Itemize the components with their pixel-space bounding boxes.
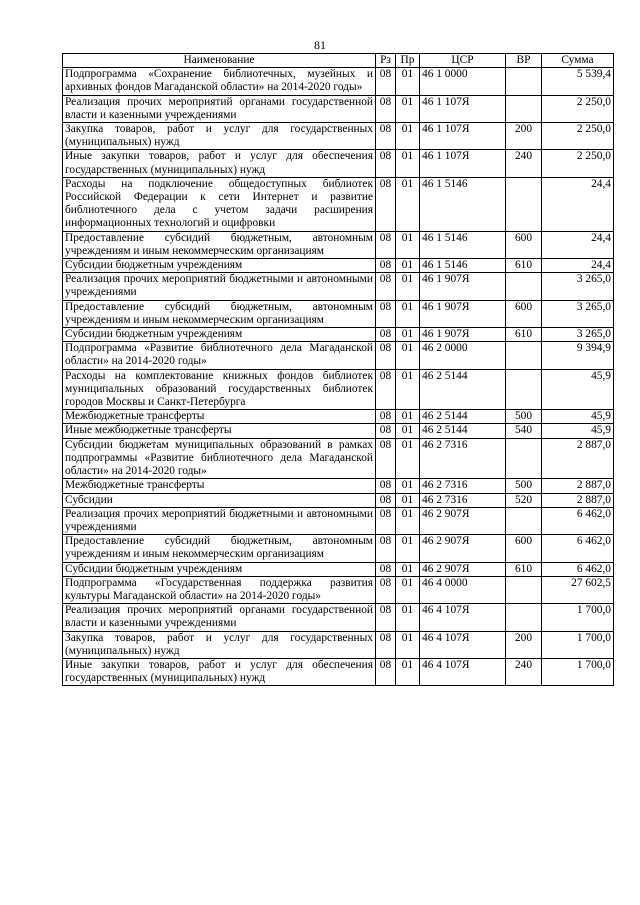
table-row [63,631,614,658]
table-row [63,300,614,327]
cell-rz: 08 [376,424,396,438]
cell-vr: 500 [506,479,542,493]
cell-pr: 01 [396,342,420,369]
cell-vr [506,342,542,369]
cell-sum: 24,4 [542,177,614,231]
table-row [63,424,614,438]
cell-pr: 01 [396,273,420,300]
cell-rz: 08 [376,259,396,273]
cell-csr: 46 1 5146 [420,259,506,273]
cell-pr: 01 [396,150,420,177]
table-row [63,123,614,150]
cell-pr: 01 [396,177,420,231]
cell-name: Подпрограмма «Государственная поддержка развития культуры Магаданской области» на 2014-2020 годы» [63,576,376,603]
cell-vr [506,507,542,534]
cell-rz: 08 [376,231,396,258]
cell-vr: 200 [506,123,542,150]
cell-csr: 46 4 0000 [420,576,506,603]
cell-pr: 01 [396,300,420,327]
column-header-vr: ВР [506,54,542,68]
table-row [63,95,614,122]
table-row [63,273,614,300]
table-row [63,410,614,424]
cell-sum: 45,9 [542,369,614,410]
cell-csr: 46 1 5146 [420,231,506,258]
cell-pr: 01 [396,68,420,95]
cell-pr: 01 [396,604,420,631]
cell-rz: 08 [376,177,396,231]
cell-name: Иные закупки товаров, работ и услуг для обеспечения государственных (муниципальных) нужд [63,150,376,177]
cell-name: Реализация прочих мероприятий органами государственной власти и казенными учреждениями [63,604,376,631]
cell-pr: 01 [396,479,420,493]
cell-pr: 01 [396,95,420,122]
cell-sum: 1 700,0 [542,631,614,658]
cell-vr: 610 [506,562,542,576]
cell-name: Предоставление субсидий бюджетным, автономным учреждениям и иным некоммерческим организациям [63,300,376,327]
table-row [63,479,614,493]
cell-sum: 45,9 [542,410,614,424]
cell-rz: 08 [376,507,396,534]
cell-pr: 01 [396,231,420,258]
cell-sum: 2 887,0 [542,438,614,479]
table-row [63,562,614,576]
cell-csr: 46 2 907Я [420,535,506,562]
cell-name: Расходы на комплектование книжных фондов библиотек муниципальных образований государственных библиотек городов Москвы и Санкт-Петербурга [63,369,376,410]
cell-csr: 46 4 107Я [420,604,506,631]
cell-pr: 01 [396,507,420,534]
cell-vr [506,273,542,300]
cell-name: Субсидии бюджетам муниципальных образований в рамках подпрограммы «Развитие библиотечного дела Магаданской области» на 2014-2020 годы» [63,438,376,479]
table-row [63,493,614,507]
cell-vr [506,438,542,479]
column-header-sum: Сумма [542,54,614,68]
cell-pr: 01 [396,328,420,342]
cell-vr: 500 [506,410,542,424]
cell-csr: 46 2 5144 [420,410,506,424]
table-row [63,507,614,534]
cell-name: Реализация прочих мероприятий бюджетными и автономными учреждениями [63,273,376,300]
cell-rz: 08 [376,300,396,327]
cell-name: Субсидии [63,493,376,507]
cell-sum: 45,9 [542,424,614,438]
column-header-rz: Рз [376,54,396,68]
table-row [63,231,614,258]
cell-vr: 200 [506,631,542,658]
cell-rz: 08 [376,658,396,685]
cell-rz: 08 [376,328,396,342]
table-row [63,369,614,410]
cell-name: Закупка товаров, работ и услуг для государственных (муниципальных) нужд [63,631,376,658]
cell-name: Межбюджетные трансферты [63,410,376,424]
table-row [63,328,614,342]
cell-vr [506,604,542,631]
cell-csr: 46 2 7316 [420,438,506,479]
cell-csr: 46 1 0000 [420,68,506,95]
cell-vr [506,95,542,122]
cell-rz: 08 [376,438,396,479]
cell-sum: 6 462,0 [542,562,614,576]
cell-name: Иные закупки товаров, работ и услуг для обеспечения государственных (муниципальных) нужд [63,658,376,685]
cell-csr: 46 1 907Я [420,273,506,300]
cell-pr: 01 [396,123,420,150]
cell-csr: 46 2 907Я [420,507,506,534]
cell-pr: 01 [396,424,420,438]
table-row [63,177,614,231]
cell-name: Реализация прочих мероприятий бюджетными и автономными учреждениями [63,507,376,534]
cell-pr: 01 [396,438,420,479]
cell-sum: 9 394,9 [542,342,614,369]
cell-vr: 600 [506,231,542,258]
cell-sum: 2 250,0 [542,123,614,150]
cell-rz: 08 [376,562,396,576]
cell-csr: 46 2 5144 [420,369,506,410]
cell-name: Предоставление субсидий бюджетным, автономным учреждениям и иным некоммерческим организациям [63,535,376,562]
cell-csr: 46 2 7316 [420,493,506,507]
table-row [63,438,614,479]
cell-pr: 01 [396,410,420,424]
cell-csr: 46 2 7316 [420,479,506,493]
cell-sum: 24,4 [542,231,614,258]
cell-vr [506,177,542,231]
cell-pr: 01 [396,658,420,685]
cell-name: Субсидии бюджетным учреждениям [63,562,376,576]
cell-rz: 08 [376,369,396,410]
cell-sum: 2 887,0 [542,479,614,493]
cell-rz: 08 [376,410,396,424]
cell-csr: 46 1 5146 [420,177,506,231]
cell-sum: 2 250,0 [542,150,614,177]
cell-sum: 2 887,0 [542,493,614,507]
cell-pr: 01 [396,259,420,273]
table-row [63,576,614,603]
cell-name: Субсидии бюджетным учреждениям [63,328,376,342]
cell-name: Подпрограмма «Сохранение библиотечных, музейных и архивных фондов Магаданской области» на 2014-2020 годы» [63,68,376,95]
cell-vr [506,576,542,603]
cell-csr: 46 1 907Я [420,300,506,327]
cell-name: Субсидии бюджетным учреждениям [63,259,376,273]
cell-sum: 24,4 [542,259,614,273]
cell-name: Закупка товаров, работ и услуг для государственных (муниципальных) нужд [63,123,376,150]
cell-vr: 520 [506,493,542,507]
cell-name: Реализация прочих мероприятий органами государственной власти и казенными учреждениями [63,95,376,122]
cell-vr [506,369,542,410]
table-row [63,535,614,562]
cell-name: Подпрограмма «Развитие библиотечного дела Магаданской области» на 2014-2020 годы» [63,342,376,369]
cell-rz: 08 [376,535,396,562]
table-header [63,54,614,68]
table-body [63,68,614,686]
table-row [63,259,614,273]
cell-pr: 01 [396,493,420,507]
cell-sum: 2 250,0 [542,95,614,122]
cell-name: Расходы на подключение общедоступных библиотек Российской Федерации к сети Интернет и развитие библиотечного дела с учетом задачи расширения информационных технологий и оцифровки [63,177,376,231]
cell-name: Иные межбюджетные трансферты [63,424,376,438]
cell-name: Предоставление субсидий бюджетным, автономным учреждениям и иным некоммерческим организациям [63,231,376,258]
budget-table [62,53,614,686]
cell-rz: 08 [376,95,396,122]
page-number: 81 [314,38,326,52]
cell-sum: 1 700,0 [542,604,614,631]
cell-sum: 27 602,5 [542,576,614,603]
cell-csr: 46 1 107Я [420,123,506,150]
cell-vr: 240 [506,658,542,685]
table-row [63,658,614,685]
cell-vr [506,68,542,95]
cell-csr: 46 1 107Я [420,150,506,177]
table-row [63,342,614,369]
cell-pr: 01 [396,562,420,576]
table-row [63,150,614,177]
cell-vr: 600 [506,535,542,562]
cell-sum: 6 462,0 [542,535,614,562]
cell-rz: 08 [376,493,396,507]
cell-rz: 08 [376,273,396,300]
table-row [63,604,614,631]
cell-pr: 01 [396,535,420,562]
column-header-csr: ЦСР [420,54,506,68]
cell-vr: 240 [506,150,542,177]
cell-csr: 46 4 107Я [420,631,506,658]
cell-sum: 1 700,0 [542,658,614,685]
cell-sum: 6 462,0 [542,507,614,534]
cell-csr: 46 2 5144 [420,424,506,438]
cell-name: Межбюджетные трансферты [63,479,376,493]
cell-sum: 5 539,4 [542,68,614,95]
cell-pr: 01 [396,631,420,658]
cell-pr: 01 [396,369,420,410]
cell-vr: 600 [506,300,542,327]
cell-csr: 46 2 907Я [420,562,506,576]
cell-rz: 08 [376,150,396,177]
cell-sum: 3 265,0 [542,300,614,327]
cell-rz: 08 [376,68,396,95]
cell-sum: 3 265,0 [542,328,614,342]
cell-csr: 46 1 107Я [420,95,506,122]
table-row [63,68,614,95]
cell-rz: 08 [376,631,396,658]
cell-sum: 3 265,0 [542,273,614,300]
cell-csr: 46 4 107Я [420,658,506,685]
cell-rz: 08 [376,604,396,631]
cell-pr: 01 [396,576,420,603]
cell-rz: 08 [376,479,396,493]
cell-vr: 610 [506,259,542,273]
column-header-pr: Пр [396,54,420,68]
cell-rz: 08 [376,342,396,369]
cell-vr: 540 [506,424,542,438]
cell-rz: 08 [376,123,396,150]
column-header-name: Наименование [63,54,376,68]
cell-rz: 08 [376,576,396,603]
cell-vr: 610 [506,328,542,342]
cell-csr: 46 2 0000 [420,342,506,369]
cell-csr: 46 1 907Я [420,328,506,342]
